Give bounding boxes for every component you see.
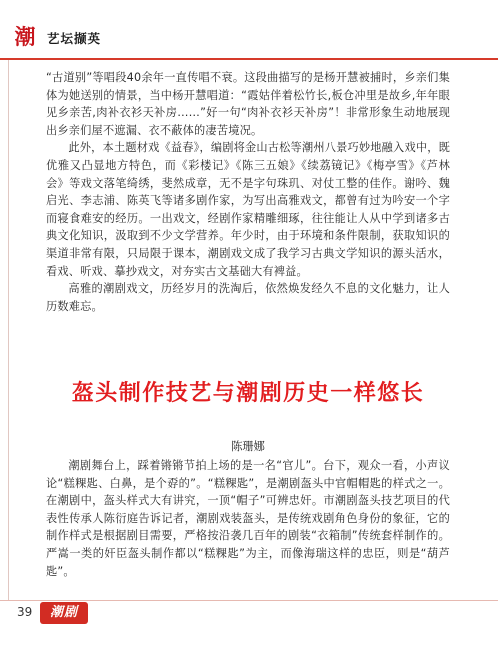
section-title: 艺坛撷英	[47, 31, 102, 46]
article-continuation	[46, 69, 450, 315]
page-number: 39	[17, 605, 33, 619]
page-header	[0, 18, 498, 58]
article-body	[46, 457, 450, 580]
author-byline: 陈珊娜	[231, 440, 265, 453]
footer-divider	[0, 600, 498, 601]
paragraph: 此外，本土题材戏《益春》，编剧将金山古松等潮州八景巧妙地融入戏中，既优雅又凸显地方特色，而《彩楼记》《陈三五娘》《续荔镜记》《梅亭雪》《芦林会》等戏文落笔绮绣，斐然成章，无不是字句珠玑、对仗工整的佳作。谢吟、魏启光、李志浦、陈英飞等诸多剧作家，为写出高雅戏文，都曾有过为吟安一个字而寝食难安的经历。一出戏文，经剧作家精雕细琢，往往能让人从中学到诸多古典文化知识，汲取到不少文学营养。年少时，由于环境和条件限制，获取知识的渠道非常有限，只局限于课本，潮剧戏文成了我学习古典文学知识的源头活水，看戏、听戏、摹抄戏文，对夯实古文基础大有裨益。	[46, 141, 450, 278]
section-logo-icon: 潮	[14, 24, 36, 49]
article-title: 盔头制作技艺与潮剧历史一样悠长	[71, 381, 425, 406]
paragraph: 潮剧舞台上，踩着锵锵节拍上场的是一名“官儿”。台下，观众一看，小声议论“糕粿匙、白鼻，是个孬的”。“糕粿匙”，是潮剧盔头中官帽帽匙的样式之一。在潮剧中，盔头样式大有讲究，一顶“帽子”可辨忠奸。市潮剧盔头技艺项目的代表性传承人陈衍庭告诉记者，潮剧戏装盔头，是传统戏剧角色身份的象征，它的制作样式是根据剧目需要，严格按沿袭几百年的剧装“衣箱制”传统套样制作的。严嵩一类的奸臣盔头制作都以“糕粿匙”为主，而像海瑞这样的忠臣，则是“葫芦匙”。	[46, 459, 450, 578]
magazine-logo-icon: 潮剧	[40, 602, 88, 624]
header-divider	[0, 58, 498, 60]
paragraph: 高雅的潮剧戏文，历经岁月的洗淘后，依然焕发经久不息的文化魅力，让人历数难忘。	[46, 282, 450, 313]
paragraph: “古道别”等唱段40余年一直传唱不衰。这段曲描写的是杨开慧被捕时，乡亲们集体为她送别的情景，当中杨开慧唱道：“霞姑伴着松竹长,板仓冲里是故乡,年年眼见乡亲苦,肉补衣衫天补房……”好一句“肉补衣衫天补房”！非常形象生动地展现出乡亲们屋不遮漏、衣不蔽体的凄苦境况。	[46, 71, 450, 137]
margin-rule	[8, 60, 9, 600]
